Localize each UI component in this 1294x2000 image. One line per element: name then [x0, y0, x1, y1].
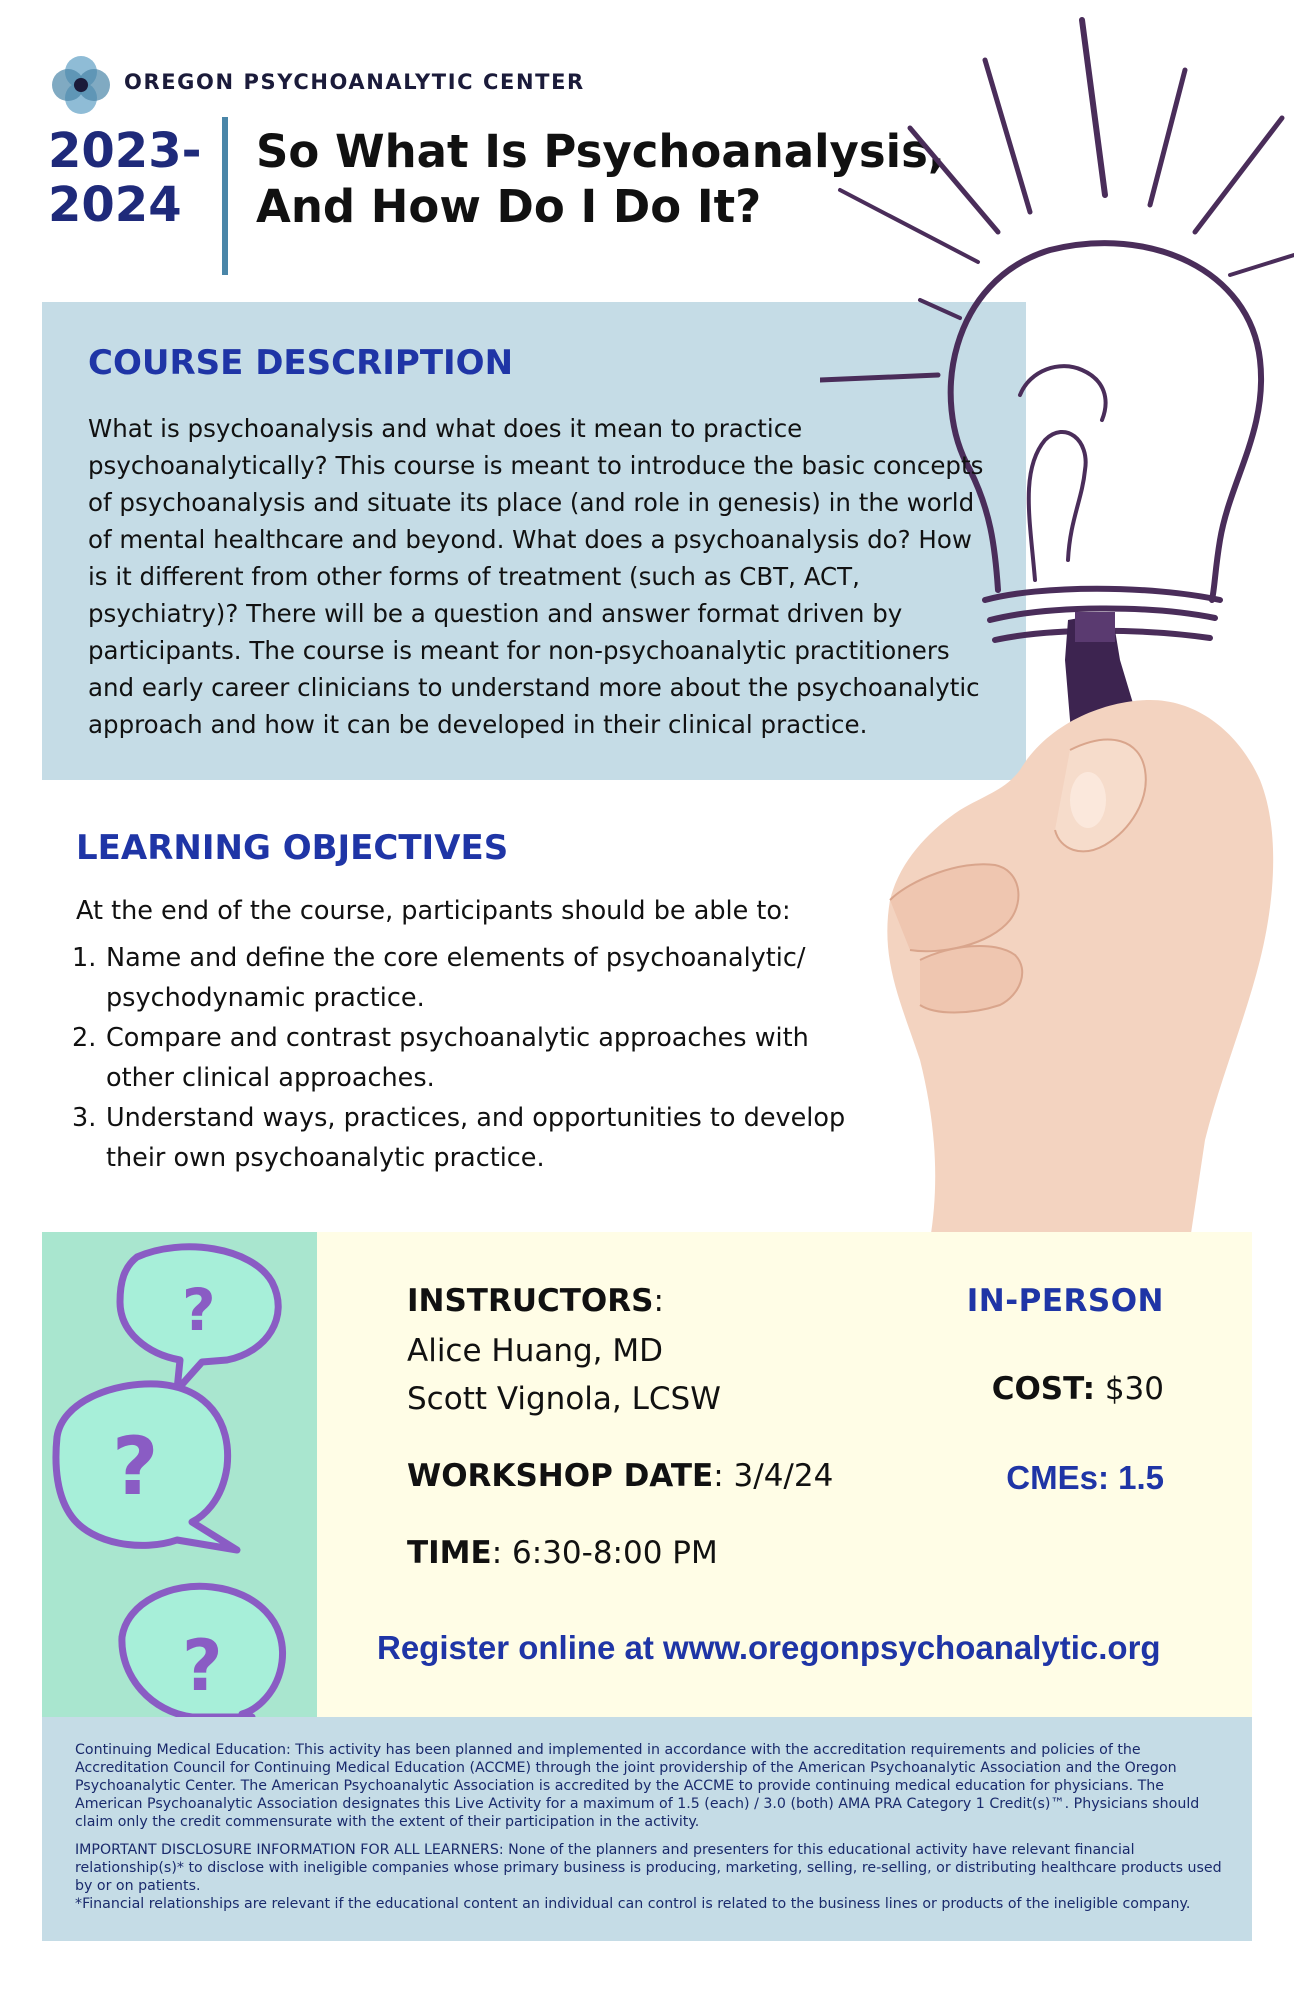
time-label: TIME — [407, 1535, 492, 1571]
list-item — [72, 1018, 872, 1098]
cost-row — [992, 1371, 1164, 1407]
title-divider — [222, 117, 228, 275]
instructor-name: Scott Vignola, LCSW — [407, 1381, 721, 1417]
list-item-number: 3. — [72, 1103, 97, 1133]
list-item-text: Name and define the core elements of psychoanalytic/ psychodynamic practice. — [106, 943, 806, 1013]
workshop-date-label: WORKSHOP DATE — [407, 1458, 714, 1494]
question-speech-bubble-icon — [42, 1232, 317, 1717]
instructor-name: Alice Huang, MD — [407, 1333, 664, 1369]
org-name: OREGON PSYCHOANALYTIC CENTER — [124, 70, 585, 94]
year-line-2: 2024 — [48, 177, 182, 233]
list-item-number: 2. — [72, 1023, 97, 1053]
cost-label: COST: — [991, 1371, 1095, 1407]
instructors-label: INSTRUCTORS — [407, 1283, 654, 1319]
instructors-label-row: INSTRUCTORS: — [407, 1283, 664, 1319]
list-item — [72, 1098, 872, 1178]
list-item-number: 1. — [72, 943, 97, 973]
svg-text:?: ? — [112, 1420, 159, 1513]
format-badge: IN-PERSON — [966, 1283, 1164, 1319]
time-row: TIME: 6:30-8:00 PM — [407, 1535, 718, 1571]
learning-objectives-heading: LEARNING OBJECTIVES — [76, 828, 509, 868]
workshop-date-row: WORKSHOP DATE: 3/4/24 — [407, 1458, 834, 1494]
title-line-2: And How Do I Do It? — [256, 180, 762, 233]
course-description-heading: COURSE DESCRIPTION — [88, 343, 514, 383]
list-item-text: Understand ways, practices, and opportunities to develop their own psychoanalytic practice. — [106, 1103, 846, 1173]
financial-relationship-footnote: *Financial relationships are relevant if the educational content an individual can control is related to the business lines or products of the ineligible company. — [75, 1896, 1191, 1912]
cme-credits: CMEs: 1.5 — [1006, 1459, 1164, 1496]
course-description-text: What is psychoanalysis and what does it mean to practice psychoanalytically? This course is meant to introduce the basic concepts of psychoanalysis and situate its place (and role in genesis) in the world of mental healthcare and beyond. What does a psychoanalysis do? How is it different from other forms of treatment (such as CBT, ACT, psychiatry)? There will be a question and answer format driven by participants. The course is meant for non-psychoanalytic practitioners and early career clinicians to understand more about the psychoanalytic approach and how it can be developed in their clinical practice. — [88, 414, 984, 739]
question-bubbles-image — [42, 1232, 317, 1717]
time-value: 6:30-8:00 PM — [512, 1535, 718, 1571]
register-link[interactable]: Register online at www.oregonpsychoanalytic.org — [377, 1629, 1161, 1666]
cost-value: $30 — [1104, 1371, 1164, 1407]
org-logo-icon — [48, 52, 114, 118]
disclosure-statement: IMPORTANT DISCLOSURE INFORMATION FOR ALL LEARNERS: None of the planners and presenters for this educational activity have relevant financial relationship(s)* to disclose with ineligible companies whose primary business is producing, marketing, selling, re-selling, or distributing healthcare products used by or on patients. — [75, 1842, 1222, 1894]
title-line-1: So What Is Psychoanalysis, — [256, 125, 945, 178]
list-item-text: Compare and contrast psychoanalytic approaches with other clinical approaches. — [106, 1023, 809, 1093]
list-item — [72, 938, 872, 1018]
svg-text:?: ? — [182, 1276, 216, 1344]
learning-objectives-intro: At the end of the course, participants should be able to: — [76, 896, 791, 926]
year-line-1: 2023- — [48, 123, 202, 179]
learning-objectives-list — [72, 938, 872, 1178]
svg-text:?: ? — [182, 1625, 223, 1707]
year-range — [48, 124, 218, 232]
workshop-date-value: 3/4/24 — [733, 1458, 834, 1494]
cme-statement: Continuing Medical Education: This activity has been planned and implemented in accordance with the accreditation requirements and policies of the Accreditation Council for Continuing Medical Education (ACCME) through the joint providership of the American Psychoanalytic Association and the Oregon Psychoanalytic Center. The American Psychoanalytic Association is accredited by the ACCME to provide continuing medical education for physicians. The American Psychoanalytic Association designates this Live Activity for a maximum of 1.5 (each) / 3.0 (both) AMA PRA Category 1 Credit(s)™. Physicians should claim only the credit commensurate with the extent of their participation in the activity. — [75, 1742, 1200, 1830]
